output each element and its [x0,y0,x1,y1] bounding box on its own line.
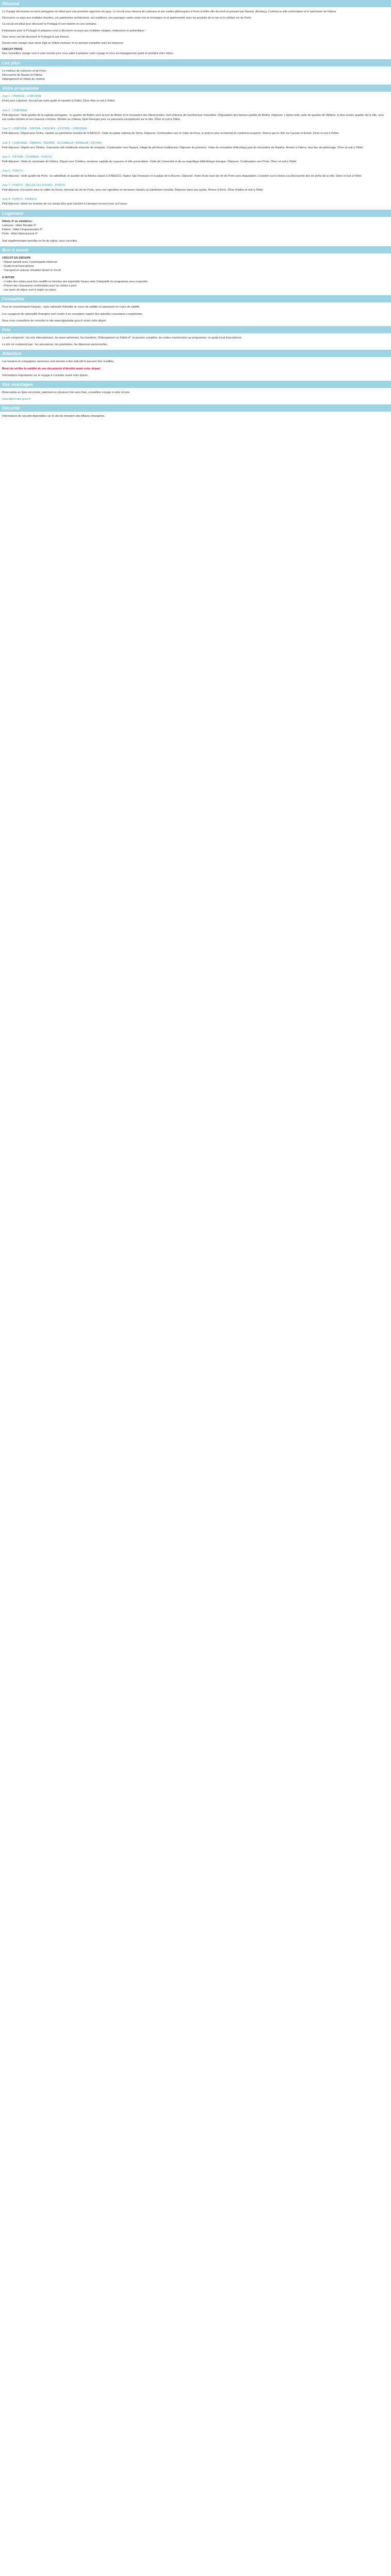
section-title-logement: Logement [0,210,391,217]
logement-line: Fátima : Hôtel Cinquentenário 4* [2,228,43,232]
day-title: Jour 2 : LISBONNE [2,109,27,112]
logement-note: Nuit supplémentaire possible en fin de séjour, nous consulter. [2,239,78,243]
section-title-bon-a-savoir: Bon à savoir [0,246,391,253]
bon-subtitle: CIRCUIT EN GROUPE [2,256,31,260]
avantages-section [0,391,391,401]
bon-subtitle: A NOTER [2,276,15,279]
day-text: Petit déjeuner. Visite du sanctuaire de Fátima. Départ vers Coimbra, ancienne capitale du royaume et ville universitaire. Visite de l'université et de sa magnifique bibliothèque baroque. Déjeuner. Continuation vers Porto. Dîner et nuit à l'hôtel. [2,160,297,164]
bon-line: - Guide local francophone [2,265,34,268]
prix-paragraph: Le prix comprend : les vols internationaux, les taxes aériennes, les transferts, l'hébergement en hôtels 4*, la pension complète, les visites mentionnées au programme, un guide local francophone. [2,336,242,340]
section-title-resume: Résumé [0,0,391,7]
diplomatie-link[interactable]: www.diplomatie.gouv.fr [2,398,31,401]
day-block [2,141,389,150]
page [0,0,391,419]
bon-line: - L'ordre des visites peut être modifié en fonction des impératifs locaux mais l'intégralité du programme sera respectée [2,280,148,283]
prix-paragraph: Le prix ne comprend pas : les assurances, les pourboires, les dépenses personnelles. [2,343,108,347]
day-title: Jour 3 : LISBONNE - SINTRA - CASCAIS - ESTORIL - LISBONNE [2,127,88,131]
logement-line: Lisbonne : Hôtel Mundial 4* [2,224,36,227]
logement-section [0,219,391,243]
resume-paragraph: Vous serez ravi de découvrir le Portugal et ses trésors. [2,35,70,39]
day-text: Petit déjeuner. Visite guidée de Porto : la cathédrale, le quartier de la Ribeira classé à l'UNESCO, l'église São Francisco et le palais de la Bourse. Déjeuner. Visite d'une cave de vin de Porto avec dégustation. Croisière sur le Douro à la découverte des six ponts de la ville. Dîner et nuit à l'hôtel. [2,174,362,178]
day-title: Jour 4 : LISBONNE - ÓBIDOS - NAZARÉ - ALCOBAÇA - BATALHA - FÁTIMA [2,141,102,145]
day-title: Jour 8 : PORTO - FRANCE [2,198,37,201]
section-title-securite: Sécurité [0,404,391,412]
day-text: Petit déjeuner. Visite guidée de la capitale portugaise : le quartier de Belém avec la tour de Belém et le monastère des Hiéronymites, chef-d'œuvre de l'architecture manuéline. Dégustation des fameux pastéis de Belém. Déjeuner. L'après-midi, visite du quartier de l'Alfama, le plus ancien quartier de la ville, avec ses ruelles étroites et ses maisons colorées. Montée au château Saint-Georges pour un panorama exceptionnel sur la ville. Dîner et nuit à l'hôtel. [2,113,384,122]
day-text: Petit déjeuner. Départ vers Óbidos, charmante cité médiévale entourée de remparts. Continuation vers Nazaré, village de pêcheurs traditionnel. Déjeuner de poissons. Visite du monastère d'Alcobaça puis du monastère de Batalha. Arrivée à Fátima, haut lieu de pèlerinage. Dîner et nuit à l'hôtel. [2,146,364,149]
day-block [2,94,389,103]
bon-line: - Prévoir des chaussures confortables pour les visites à pied [2,284,76,287]
section-title-attention: Attention [0,350,391,357]
plus-item: Hébergement en hôtels de charme [2,78,45,81]
circuit-text: Nos conseillers voyage sont à votre écoute pour vous aider à préparer votre voyage et vous accompagneront avant et pendant votre séjour. [2,52,174,56]
resume-paragraph: Le Voyage découverte en terre portugaise est idéal pour une première approche du pays. Le circuit vous mènera de Lisbonne et ses ruelles pittoresques à Porto la belle ville du nord en passant par Nazaré, Alcobaça, Coimbra la ville universitaire et le sanctuaire de Fátima. [2,10,337,13]
bon-section [0,256,391,293]
logement-line: Porto : Hôtel Internacional 4* [2,232,38,236]
day-text: Envol pour Lisbonne. Accueil par votre guide et transfert à l'hôtel. Dîner libre et nuit à l'hôtel. [2,99,116,103]
attention-paragraph: Les horaires et compagnies aériennes sont donnés à titre indicatif et peuvent être modifiés. [2,360,115,364]
circuit-label: CIRCUIT PRIVÉ [2,48,23,52]
bon-line: - Les taxes de séjour sont à régler sur place [2,289,56,292]
section-title-formalites: Formalités [0,295,391,302]
plus-item: Le meilleur de Lisbonne et de Porto [2,69,46,73]
programme-section [0,94,391,206]
logement-subtitle: Hôtels 4* ou similaires : [2,219,34,223]
securite-section [0,414,391,418]
day-text: Petit déjeuner. Selon les horaires de vol, temps libre puis transfert à l'aéroport et envol pour la France. [2,202,128,206]
formalites-section [0,305,391,323]
day-block [2,169,389,178]
plus-item: Découverte de Nazaré et Fátima [2,73,42,77]
attention-section [0,360,391,378]
day-block [2,127,389,135]
formalites-paragraph: Nous vous conseillons de consulter le site www.diplomatie.gouv.fr avant votre départ. [2,319,107,323]
prix-section [0,336,391,347]
resume-paragraph: Embarquez pour le Portugal et préparez-vous à découvrir un pays aux multiples visages, chaleureux et authentique ! [2,29,146,32]
attention-paragraph: Informations importantes sur le voyage à consulter avant votre départ. [2,374,89,377]
resume-paragraph: Durant votre voyage vous serez logé en hôtels centraux et en pension complète avec les boissons. [2,42,124,45]
day-block [2,109,389,122]
resume-paragraph: Découvrez ce pays aux multiples facettes, son patrimoine architectural, ses traditions, ses paysages variés entre mer et montagne et sa gastronomie avec les produits de la mer et le célèbre vin de Porto. [2,16,252,20]
day-text: Petit déjeuner. Excursion dans la vallée du Douro, berceau du vin de Porto, avec ses vignobles en terrasses classés au patrimoine mondial. Déjeuner dans une quinta. Retour à Porto. Dîner d'adieu et nuit à l'hôtel. [2,189,264,192]
formalites-paragraph: Les voyageurs de nationalité étrangère sont invités à se renseigner auprès des autorités consulaires compétentes. [2,312,143,316]
resume-section [0,10,391,56]
section-title-avantages: Vos avantages [0,381,391,388]
day-title: Jour 5 : FÁTIMA - COIMBRA - PORTO [2,156,52,159]
day-title: Jour 1 : FRANCE - LISBONNE [2,95,42,98]
section-title-plus: Les plus [0,59,391,66]
securite-paragraph: Informations de sécurité disponibles sur le site du ministère des Affaires étrangères. [2,415,105,418]
day-title: Jour 7 : PORTO - VALLÉE DU DOURO - PORTO [2,183,66,187]
day-block [2,183,389,192]
formalites-paragraph: Pour les ressortissants français : carte nationale d'identité en cours de validité ou passeport en cours de validité. [2,306,140,309]
attention-warning: Merci de vérifier la validité de vos documents d'identité avant votre départ. [2,367,101,370]
day-block [2,155,389,164]
day-text: Petit déjeuner. Départ pour Sintra, classée au patrimoine mondial de l'UNESCO. Visite du palais national de Sintra. Déjeuner. Continuation vers le Cabo da Roca, le point le plus occidental du continent européen. Retour par la côte via Cascais et Estoril. Dîner et nuit à l'hôtel. [2,132,339,135]
section-title-programme: Votre programme [0,84,391,92]
bon-line: - Transport en autocar climatisé durant le circuit [2,269,61,273]
plus-section [0,69,391,82]
day-title: Jour 6 : PORTO [2,170,23,173]
resume-paragraph: Ce circuit est idéal pour découvrir le Portugal et son histoire en une semaine. [2,23,97,26]
bon-line: - Départ garanti avec 2 participants minimum [2,260,58,264]
avantages-paragraph: Réservation en ligne sécurisée, paiement en plusieurs fois sans frais, conseillers voyage à votre écoute. [2,391,131,394]
day-block [2,197,389,206]
section-title-prix: Prix [0,326,391,333]
